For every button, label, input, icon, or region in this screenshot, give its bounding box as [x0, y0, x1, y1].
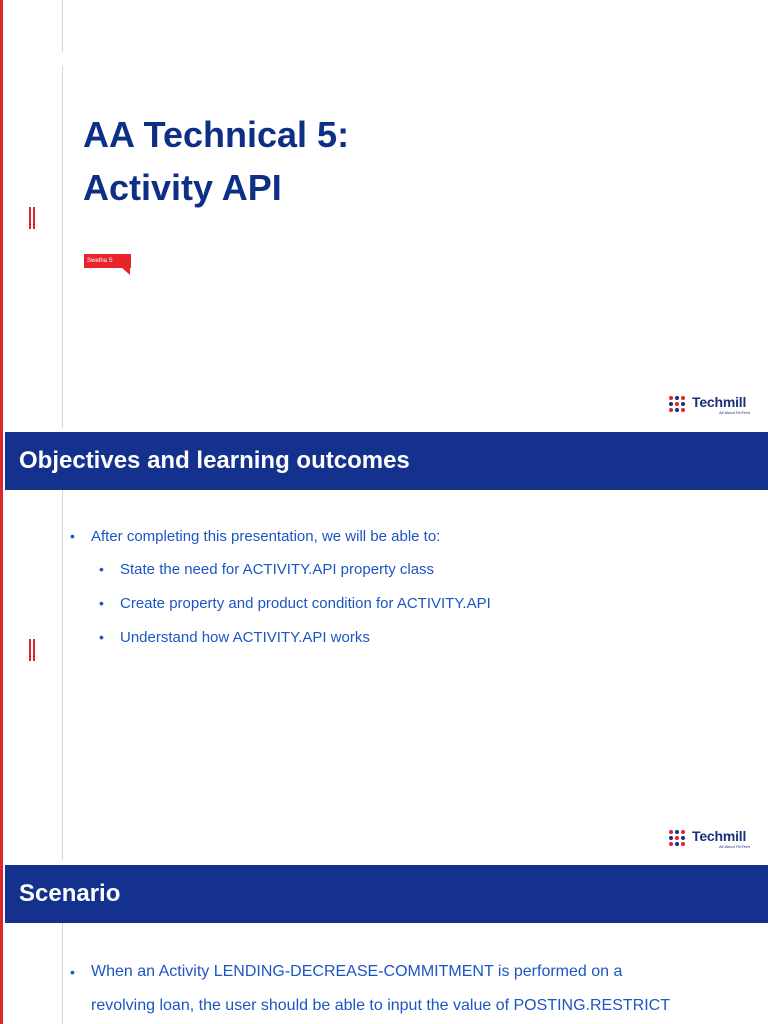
list-item-text: State the need for ACTIVITY.API property class [120, 561, 435, 578]
scenario-line-2: revolving loan, the user should be able to input the value of POSTING.RESTRICT [91, 997, 670, 1014]
techmill-logo-icon [669, 396, 691, 416]
scenario-heading: Scenario [19, 880, 121, 907]
objectives-list [91, 528, 491, 646]
list-item [91, 955, 670, 1023]
objectives-header-bar [5, 432, 768, 490]
scenario-header-bar [5, 865, 768, 923]
techmill-logo [669, 828, 753, 852]
slide-title-line-2: Activity API [83, 167, 282, 208]
scenario-slide [5, 865, 768, 1024]
presenter-tag: Swetha S [84, 254, 131, 268]
scenario-list [91, 955, 670, 1023]
slide-title-line-1: AA Technical 5: [83, 114, 350, 155]
red-tick-marks [29, 639, 35, 661]
list-item [91, 595, 491, 612]
objectives-slide [5, 432, 768, 860]
list-item-text: Create property and product condition for ACTIVITY.API [120, 595, 491, 612]
margin-line [62, 0, 63, 52]
techmill-logo-tagline: All About FinTech [719, 844, 751, 849]
slide-title [83, 108, 349, 214]
margin-line [62, 490, 63, 860]
list-item [91, 528, 491, 545]
page-edge-stripe [0, 0, 3, 1024]
margin-line [62, 923, 63, 1024]
techmill-logo-name: Techmill [692, 394, 747, 410]
margin-line [62, 66, 63, 428]
techmill-logo-icon [669, 830, 691, 850]
list-item [91, 629, 491, 646]
list-item [91, 561, 491, 578]
techmill-logo-name: Techmill [692, 828, 747, 844]
title-slide [5, 0, 768, 428]
objectives-heading: Objectives and learning outcomes [19, 447, 410, 474]
scenario-line-1: When an Activity LENDING-DECREASE-COMMITMENT is performed on a [91, 963, 623, 980]
techmill-logo-tagline: All About FinTech [719, 410, 751, 415]
techmill-logo [669, 394, 753, 418]
list-item-text: Understand how ACTIVITY.API works [120, 629, 370, 646]
list-item-text: After completing this presentation, we will be able to: [91, 528, 441, 545]
red-tick-marks [29, 207, 35, 229]
presenter-tag-tail [121, 267, 130, 275]
